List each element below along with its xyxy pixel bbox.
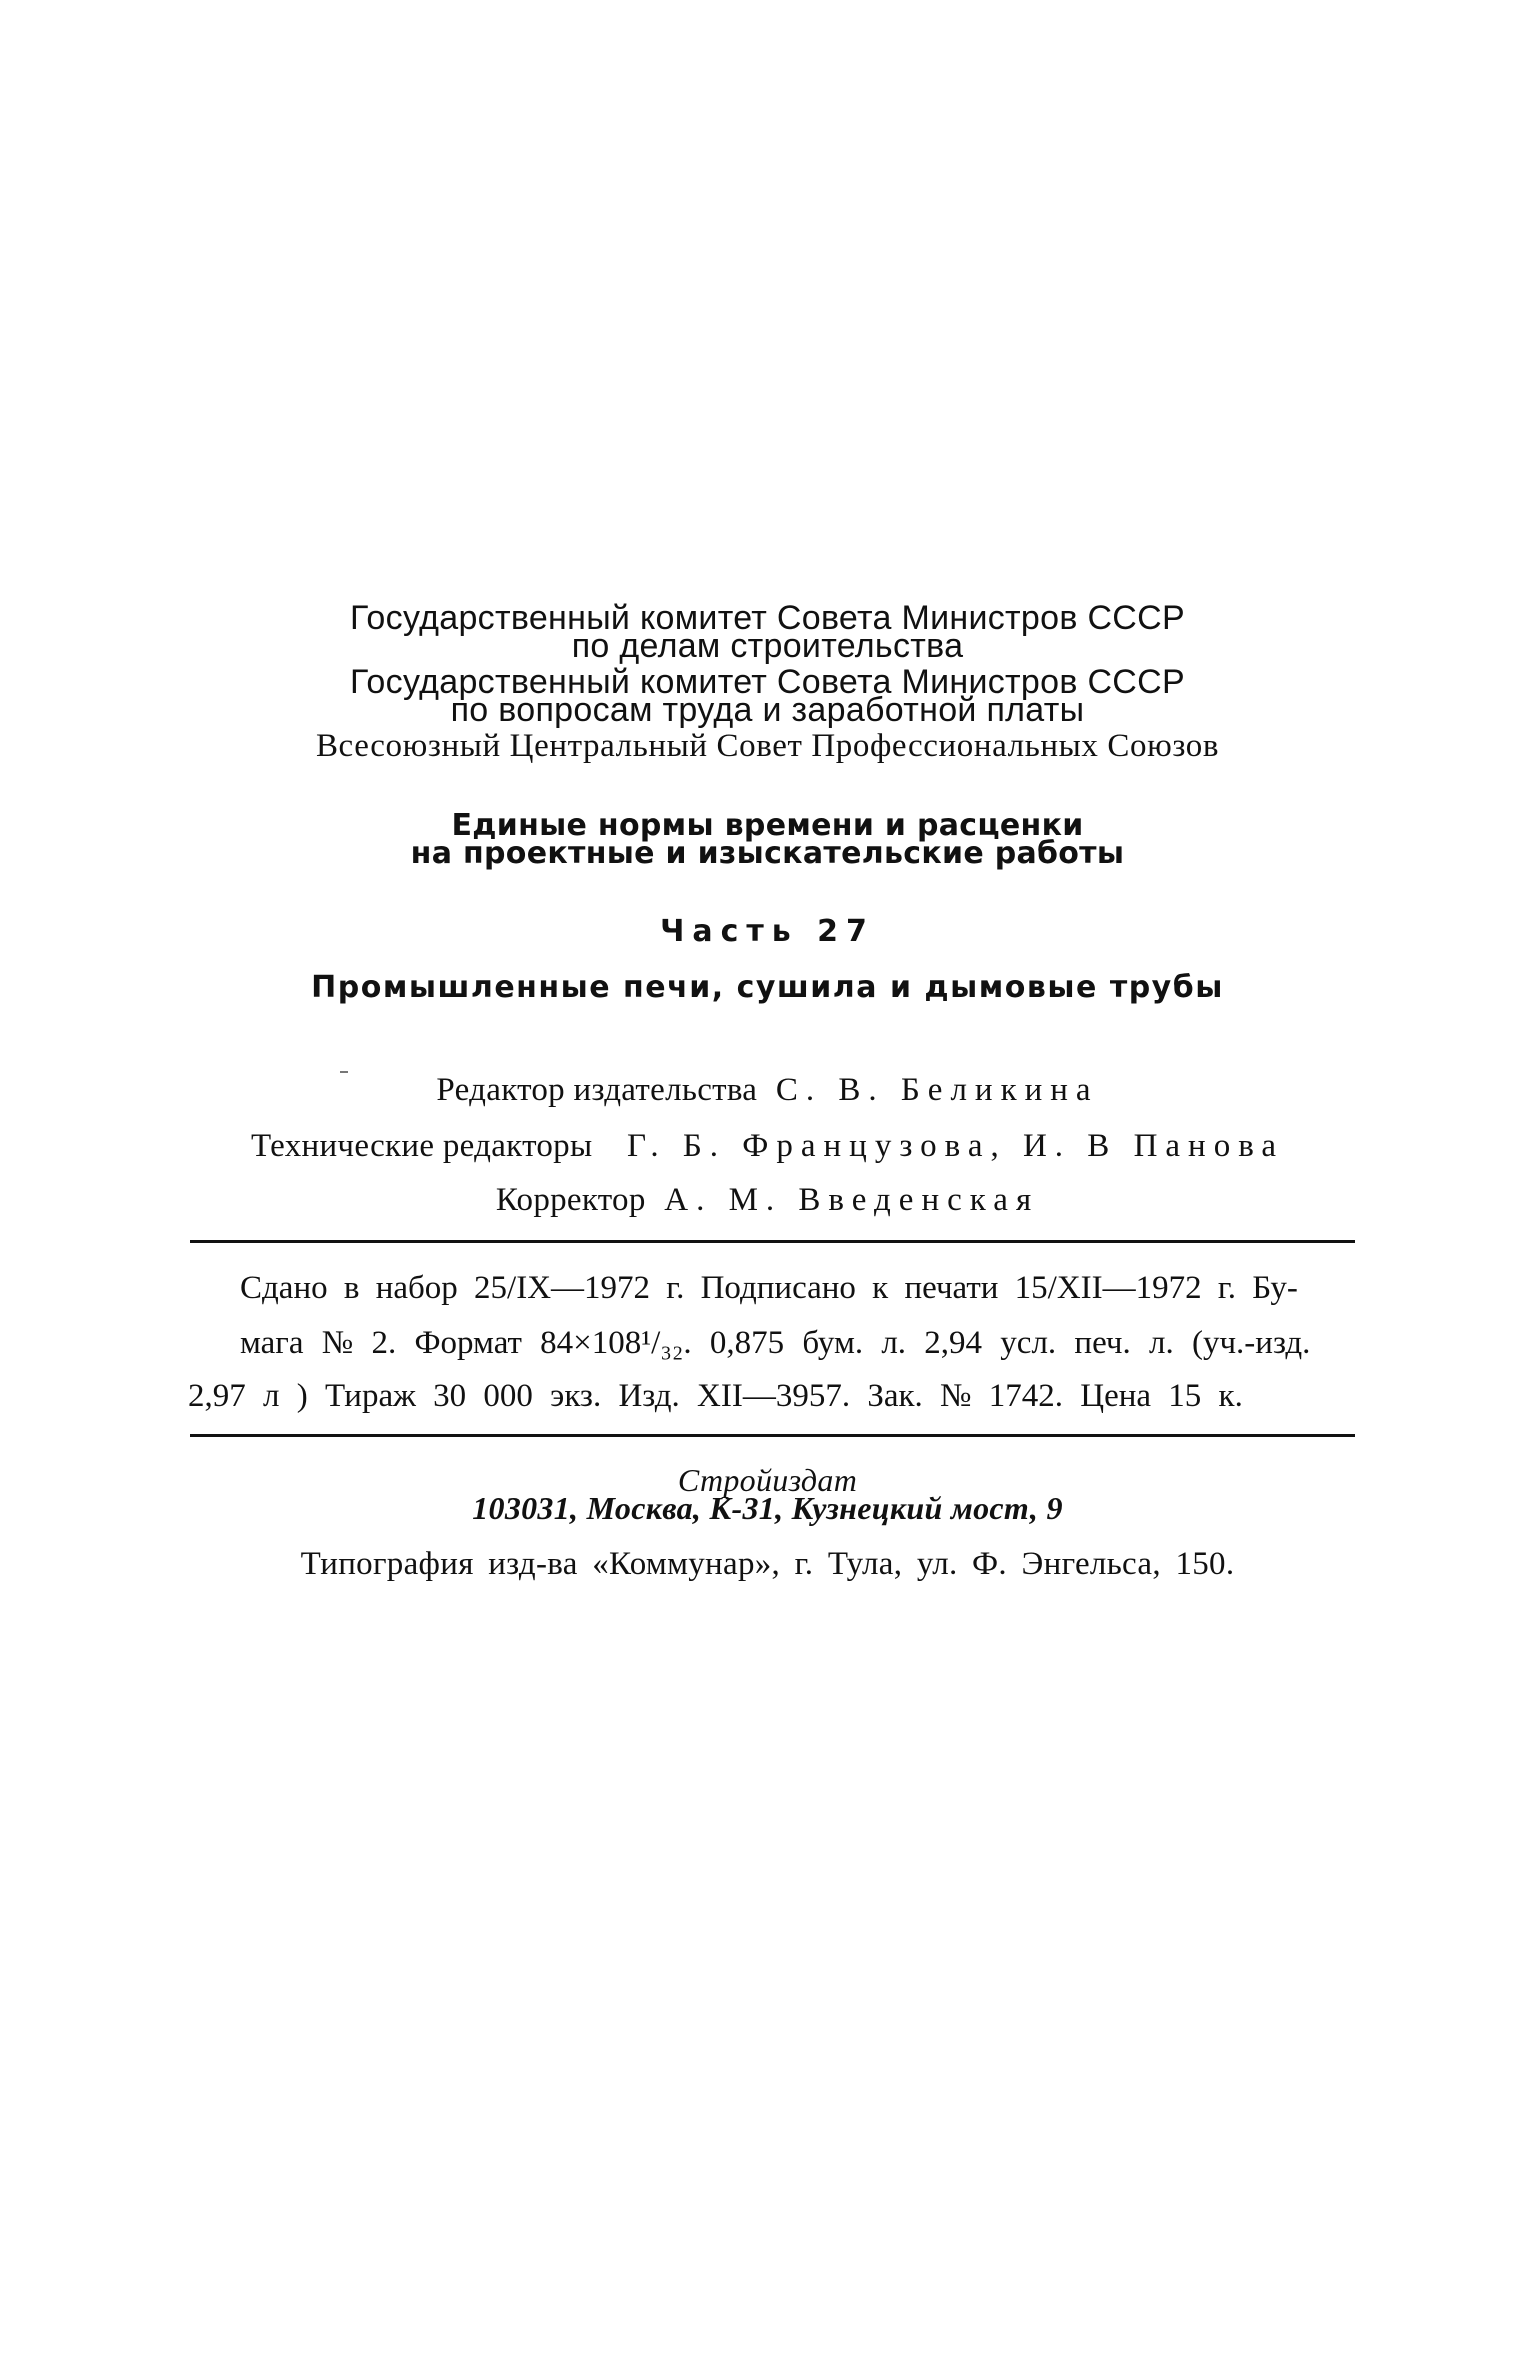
part-label: Часть 27	[660, 914, 875, 949]
tech-editors-names: Г. Б. Французова, И. В Панова	[627, 1128, 1285, 1164]
authority-line-5: Всесоюзный Центральный Совет Профессиональных Союзов	[315, 728, 1220, 764]
title-line-2: на проектные и изыскательские работы	[410, 836, 1125, 871]
tech-editors-role: Технические редакторы	[250, 1128, 593, 1164]
authority-line-3: Государственный комитет Совета Министров СССР	[350, 663, 1185, 701]
printer-line: Типография изд-ва «Коммунар», г. Тула, ул. Ф. Энгельса, 150.	[300, 1546, 1235, 1582]
publisher-address: 103031, Москва, К-31, Кузнецкий мост, 9	[472, 1490, 1063, 1526]
editor-credit	[0, 1072, 1535, 1108]
part-title: Промышленные печи, сушила и дымовые трубы	[311, 970, 1224, 1005]
corrector-role: Корректор	[495, 1182, 646, 1218]
authority-line-2: по делам строительства	[571, 627, 964, 665]
corrector-credit	[0, 1182, 1535, 1218]
authority-line-4: по вопросам труда и заработной платы	[450, 691, 1085, 729]
top-rule	[190, 1240, 1355, 1243]
editor-name: С. В. Беликина	[775, 1072, 1099, 1108]
print-info-line-3: 2,97 л ) Тираж 30 000 экз. Изд. XII—3957. Зак. № 1742. Цена 15 к.	[188, 1378, 1243, 1414]
tech-editors-credit	[0, 1128, 1535, 1164]
authority-line-1: Государственный комитет Совета Министров СССР	[350, 599, 1185, 637]
editor-role: Редактор издательства	[436, 1072, 758, 1108]
title-line-1: Единые нормы времени и расценки	[451, 808, 1084, 843]
corrector-name: А. М. Введенская	[664, 1182, 1040, 1218]
print-info-line-1: Сдано в набор 25/IX—1972 г. Подписано к печати 15/XII—1972 г. Бу-	[240, 1270, 1298, 1306]
print-info-line-2: мага № 2. Формат 84×108¹/₃₂. 0,875 бум. л. 2,94 усл. печ. л. (уч.-изд.	[240, 1325, 1311, 1361]
publisher-name: Стройиздат	[677, 1462, 858, 1498]
bottom-rule	[190, 1434, 1355, 1437]
